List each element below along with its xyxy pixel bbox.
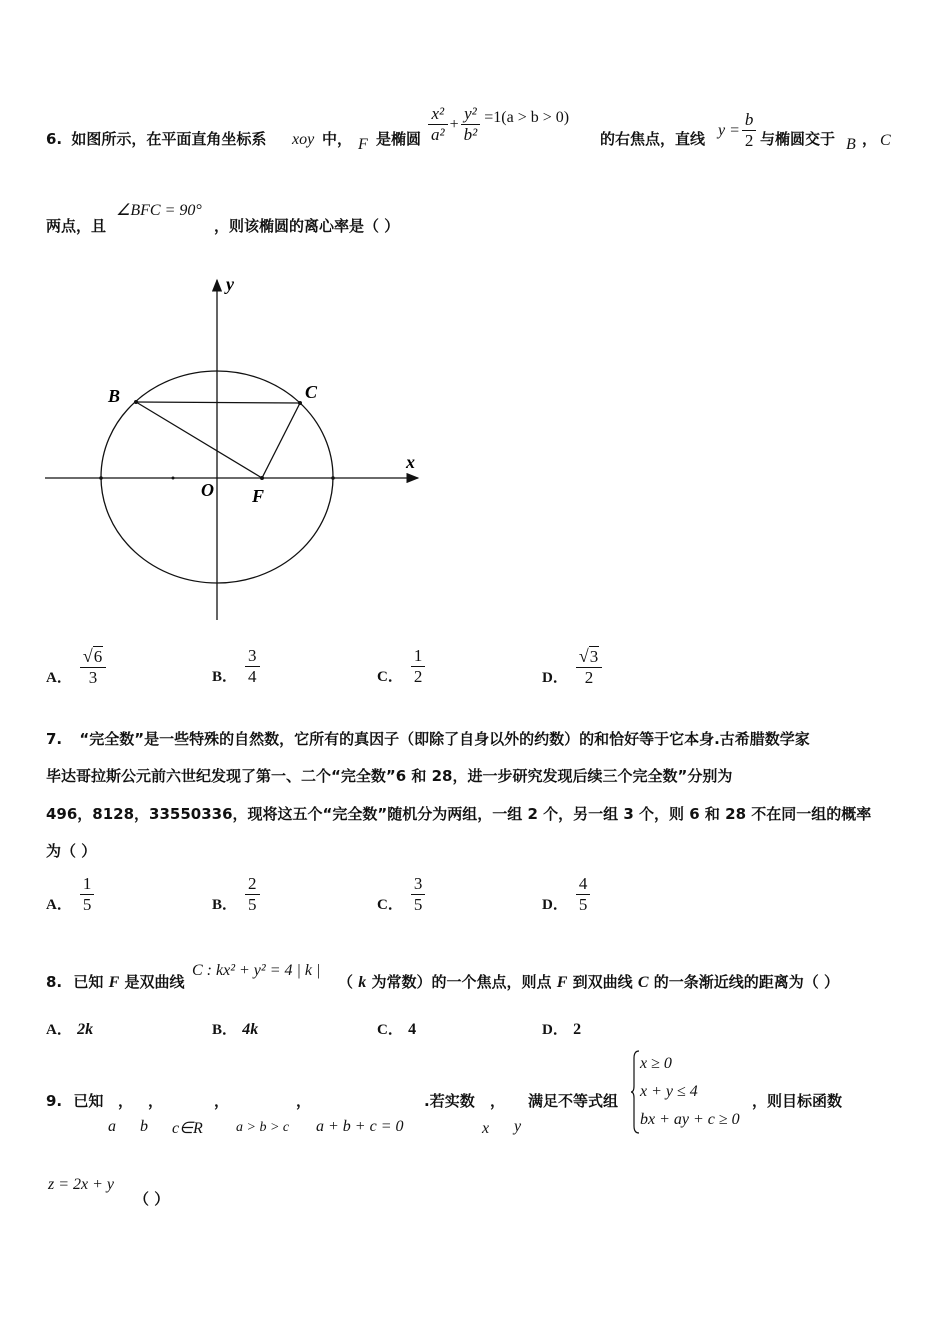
- q6-ellipse-y-frac: [461, 104, 481, 145]
- option-label: C．: [377, 669, 403, 685]
- numerator: 1: [82, 874, 92, 893]
- q6-ellipse-x-den: a²: [431, 125, 445, 144]
- option-label: A．: [46, 669, 72, 686]
- q6-text6: 两点，且: [46, 217, 107, 235]
- sqrt-icon: √: [82, 646, 93, 666]
- option-label: D．: [542, 669, 568, 686]
- q9-sep-3: ，: [214, 1092, 230, 1110]
- q8-F: F: [108, 974, 120, 991]
- q6-comma: ，: [862, 130, 878, 148]
- q6-ellipse-y-den: b²: [463, 125, 478, 144]
- q9-number: 9.: [46, 1092, 63, 1110]
- label-x: x: [406, 452, 415, 472]
- q7-option-d[interactable]: [542, 874, 590, 915]
- q6-option-d[interactable]: [542, 646, 602, 688]
- q6-line-equation: [718, 110, 756, 151]
- q9-sep-5: ，: [490, 1092, 506, 1110]
- q8-option-d[interactable]: [542, 1018, 581, 1039]
- system-line-1: x ≥ 0: [640, 1055, 672, 1072]
- option-value: 2: [573, 1021, 582, 1038]
- q6-line-den: 2: [744, 131, 754, 150]
- q9-line-top: [46, 1090, 103, 1111]
- option-label: A．: [46, 897, 72, 913]
- q8-F2: F: [556, 974, 568, 991]
- system-line-3: bx + ay + c ≥ 0: [640, 1111, 740, 1128]
- q6-text2: 中，: [322, 130, 353, 148]
- denominator: 4: [248, 667, 257, 686]
- denominator: 5: [578, 895, 588, 914]
- q8-text3: （: [338, 973, 354, 991]
- q6-ellipse-equation: [428, 104, 569, 145]
- q8-option-c[interactable]: [377, 1018, 416, 1039]
- numerator: 4: [578, 874, 588, 893]
- option-fraction: [80, 874, 95, 915]
- q6-text3: 是椭圆: [376, 130, 422, 148]
- option-label: B．: [212, 1022, 238, 1038]
- point-right-vertex: [331, 476, 335, 480]
- q6-ellipse-y-num: y²: [464, 104, 477, 123]
- q7-line3: 496，8128，33550336，现将这五个“完全数”随机分为两组，一组 2 个，另一组 3 个，则 6 和 28 不在同一组的概率: [46, 805, 872, 823]
- q6-ellipse-rhs: =1(a > b > 0): [484, 108, 570, 126]
- option-value: 4k: [242, 1021, 259, 1038]
- sqrt: [576, 646, 602, 667]
- sqrt: [80, 646, 106, 667]
- q6-angle: ∠BFC = 90°: [116, 202, 202, 219]
- q9-a: a: [108, 1118, 116, 1135]
- q6-B: B: [846, 136, 856, 153]
- q6-ellipse-plus: +: [449, 115, 459, 133]
- segment-CF: [262, 403, 300, 478]
- label-y: y: [226, 274, 234, 294]
- numerator: 1: [413, 646, 423, 665]
- option-label: D．: [542, 897, 568, 913]
- radicand: 3: [589, 647, 599, 666]
- q9-y: y: [514, 1118, 522, 1135]
- point-F: [260, 476, 264, 480]
- q9-sep-2: ，: [148, 1092, 164, 1110]
- denominator: 2: [413, 667, 423, 686]
- q8-line-rest: [338, 971, 839, 992]
- option-fraction: [245, 874, 260, 915]
- point-B: [134, 400, 138, 404]
- option-label: C．: [377, 1022, 403, 1038]
- point-C: [298, 401, 302, 405]
- q9-b: b: [140, 1118, 148, 1135]
- option-value: 2k: [77, 1021, 94, 1038]
- q6-F: F: [358, 136, 368, 153]
- q6-line-num: b: [744, 110, 754, 129]
- q9-sum: a + b + c = 0: [316, 1118, 404, 1135]
- numerator: 2: [248, 874, 257, 893]
- q8-text6: 的一条渐近线的距离为（ ）: [653, 973, 840, 991]
- q8-C: C: [637, 974, 649, 991]
- denominator: 5: [82, 895, 92, 914]
- q6-text1: 如图所示，在平面直角坐标系: [71, 130, 267, 148]
- q9-sep-1: ，: [118, 1092, 134, 1110]
- q8-text5: 到双曲线: [572, 973, 633, 991]
- q7-line2: 毕达哥拉斯公元前六世纪发现了第一、二个“完全数”6 和 28，进一步研究发现后续三个完全数”分别为: [46, 767, 733, 785]
- q8-k: k: [358, 974, 367, 991]
- point-left-focus: [172, 477, 175, 480]
- label-C: C: [305, 382, 318, 402]
- segment-BF: [136, 402, 262, 478]
- q6-option-a[interactable]: [46, 646, 106, 688]
- option-fraction: [80, 646, 106, 688]
- numerator: 3: [413, 874, 423, 893]
- label-F: F: [252, 486, 265, 506]
- q8-option-b[interactable]: [212, 1018, 258, 1039]
- q6-xoy: xoy: [292, 131, 315, 148]
- option-label: B．: [212, 897, 238, 913]
- q9-system: [630, 1050, 740, 1134]
- q9-ineq: a > b > c: [236, 1120, 290, 1135]
- q8-line: [46, 971, 185, 992]
- q9-cR: c∈R: [172, 1120, 203, 1137]
- option-label: A．: [46, 1022, 72, 1038]
- denominator: 5: [248, 895, 257, 914]
- q7-line4: 为（ ）: [46, 842, 97, 860]
- q7-line1: [46, 728, 810, 749]
- q8-text1: 已知: [73, 973, 104, 991]
- left-brace-icon: [630, 1050, 640, 1134]
- q6-text7: ，则该椭圆的离心率是（ ）: [214, 217, 400, 235]
- option-fraction: [245, 646, 260, 687]
- system-lines: [640, 1050, 740, 1134]
- q6-text4: 的右焦点，直线: [600, 130, 706, 148]
- q9-paren: （ ）: [134, 1190, 170, 1208]
- denominator: 2: [584, 668, 594, 687]
- q6-figure: [40, 270, 430, 630]
- radicand: 6: [93, 647, 103, 666]
- option-label: D．: [542, 1022, 568, 1038]
- q7-number: 7.: [46, 730, 63, 748]
- q9-text-end: .若实数: [424, 1092, 475, 1110]
- option-value: 4: [408, 1021, 417, 1038]
- sqrt-icon: √: [578, 646, 589, 666]
- q8-curve: C : kx² + y² = 4 | k |: [192, 962, 321, 979]
- q6-ellipse-x-num: x²: [431, 104, 445, 123]
- system-line-2: x + y ≤ 4: [640, 1083, 698, 1100]
- q9-x: x: [482, 1120, 490, 1137]
- q9-text-satisfy: 满足不等式组: [528, 1092, 619, 1110]
- option-fraction: [411, 646, 426, 687]
- point-left-vertex: [99, 476, 103, 480]
- q7-option-c[interactable]: [377, 874, 425, 915]
- numerator: 3: [248, 646, 257, 665]
- q7-line1-text: “完全数”是一些特殊的自然数，它所有的真因子（即除了自身以外的约数）的和恰好等于它本身.古希腊数学家: [79, 730, 810, 748]
- q6-number: 6.: [46, 130, 63, 148]
- label-B: B: [108, 386, 121, 406]
- q8-option-a[interactable]: [46, 1018, 93, 1039]
- option-fraction: [576, 646, 602, 688]
- q9-text1: 已知: [73, 1092, 104, 1110]
- q6-line1: [46, 128, 266, 149]
- segment-BC: [136, 402, 300, 403]
- q6-C: C: [880, 132, 891, 149]
- q6-line-lhs: y =: [718, 121, 740, 139]
- q9-text-then: ，则目标函数: [752, 1092, 843, 1110]
- q9-objective: z = 2x + y: [48, 1176, 115, 1193]
- q6-option-c[interactable]: [377, 646, 425, 687]
- option-label: C．: [377, 897, 403, 913]
- denominator: 3: [88, 668, 98, 687]
- q6-line-frac: [742, 110, 757, 151]
- q8-text2: 是双曲线: [124, 973, 185, 991]
- q8-number: 8.: [46, 973, 63, 991]
- q9-sep-4: ，: [296, 1092, 312, 1110]
- q7-option-a[interactable]: [46, 874, 94, 915]
- denominator: 5: [413, 895, 423, 914]
- q7-option-b[interactable]: [212, 874, 260, 915]
- option-fraction: [411, 874, 426, 915]
- option-label: B．: [212, 669, 238, 685]
- q6-ellipse-x-frac: [428, 104, 448, 145]
- q8-text4: 为常数）的一个焦点，则点: [371, 973, 552, 991]
- label-O: O: [201, 480, 214, 500]
- q6-option-b[interactable]: [212, 646, 260, 687]
- q6-text5: 与椭圆交于: [760, 130, 836, 148]
- option-fraction: [576, 874, 591, 915]
